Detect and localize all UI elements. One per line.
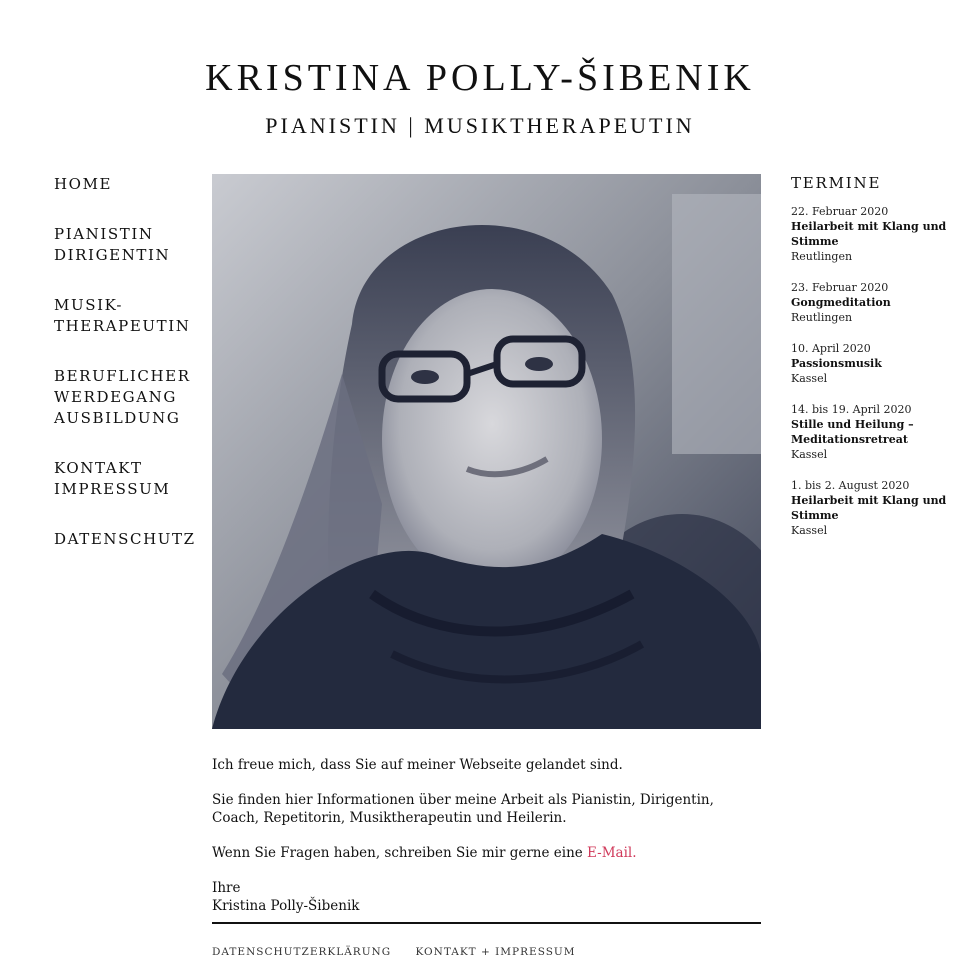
email-link[interactable]: E-Mail. [587, 845, 637, 861]
termine-sidebar [791, 174, 951, 554]
contact-text: Wenn Sie Fragen haben, schreiben Sie mir gerne eine [212, 845, 588, 861]
event-place: Kassel [791, 524, 828, 537]
event-item [791, 280, 951, 325]
site-title: KRISTINA POLLY-ŠIBENIK [205, 57, 755, 99]
portrait-photo [212, 174, 761, 729]
content-divider [212, 922, 761, 924]
nav-item-datenschutz[interactable]: DATENSCHUTZ [54, 530, 196, 548]
event-item [791, 204, 951, 264]
contact-paragraph [212, 844, 761, 862]
event-place: Reutlingen [791, 311, 853, 324]
event-item [791, 341, 951, 386]
footer-link-datenschutz[interactable]: DATENSCHUTZERKLÄRUNG [212, 946, 392, 958]
event-place: Kassel [791, 372, 828, 385]
main-navigation [54, 174, 204, 579]
event-item [791, 402, 951, 462]
nav-item-kontakt-impressum[interactable]: KONTAKT IMPRESSUM [54, 459, 171, 498]
info-paragraph: Sie finden hier Informationen über meine Arbeit als Pianistin, Dirigentin, Coach, Repetitorin, Musiktherapeutin und Heilerin. [212, 792, 714, 826]
welcome-paragraph: Ich freue mich, dass Sie auf meiner Webseite gelandet sind. [212, 757, 623, 773]
footer-link-kontakt-impressum[interactable]: KONTAKT + IMPRESSUM [415, 946, 576, 958]
site-subtitle: PIANISTIN | MUSIKTHERAPEUTIN [265, 113, 695, 138]
event-date: 10. April 2020 [791, 342, 871, 355]
nav-item-pianistin-dirigentin[interactable]: PIANISTIN DIRIGENTIN [54, 225, 171, 264]
termine-heading: TERMINE [791, 174, 882, 192]
event-date: 22. Februar 2020 [791, 205, 889, 218]
nav-item-home[interactable]: HOME [54, 175, 113, 193]
signature-block [212, 879, 761, 915]
nav-item-musiktherapeutin[interactable]: MUSIK- THERAPEUTIN [54, 296, 191, 335]
event-item [791, 478, 951, 538]
event-date: 23. Februar 2020 [791, 281, 889, 294]
event-place: Kassel [791, 448, 828, 461]
event-title: Stille und Heilung – Meditationsretreat [791, 418, 914, 446]
welcome-text [212, 756, 761, 915]
event-title: Gongmeditation [791, 296, 891, 309]
event-place: Reutlingen [791, 250, 853, 263]
signature-name: Kristina Polly-Šibenik [212, 898, 360, 914]
footer [212, 946, 596, 958]
event-title: Passionsmusik [791, 357, 882, 370]
event-title: Heilarbeit mit Klang und Stimme [791, 220, 947, 248]
nav-item-werdegang[interactable]: BERUFLICHER WERDEGANG AUSBILDUNG [54, 367, 191, 427]
event-title: Heilarbeit mit Klang und Stimme [791, 494, 947, 522]
event-date: 1. bis 2. August 2020 [791, 479, 910, 492]
event-date: 14. bis 19. April 2020 [791, 403, 912, 416]
closing-text: Ihre [212, 880, 241, 896]
